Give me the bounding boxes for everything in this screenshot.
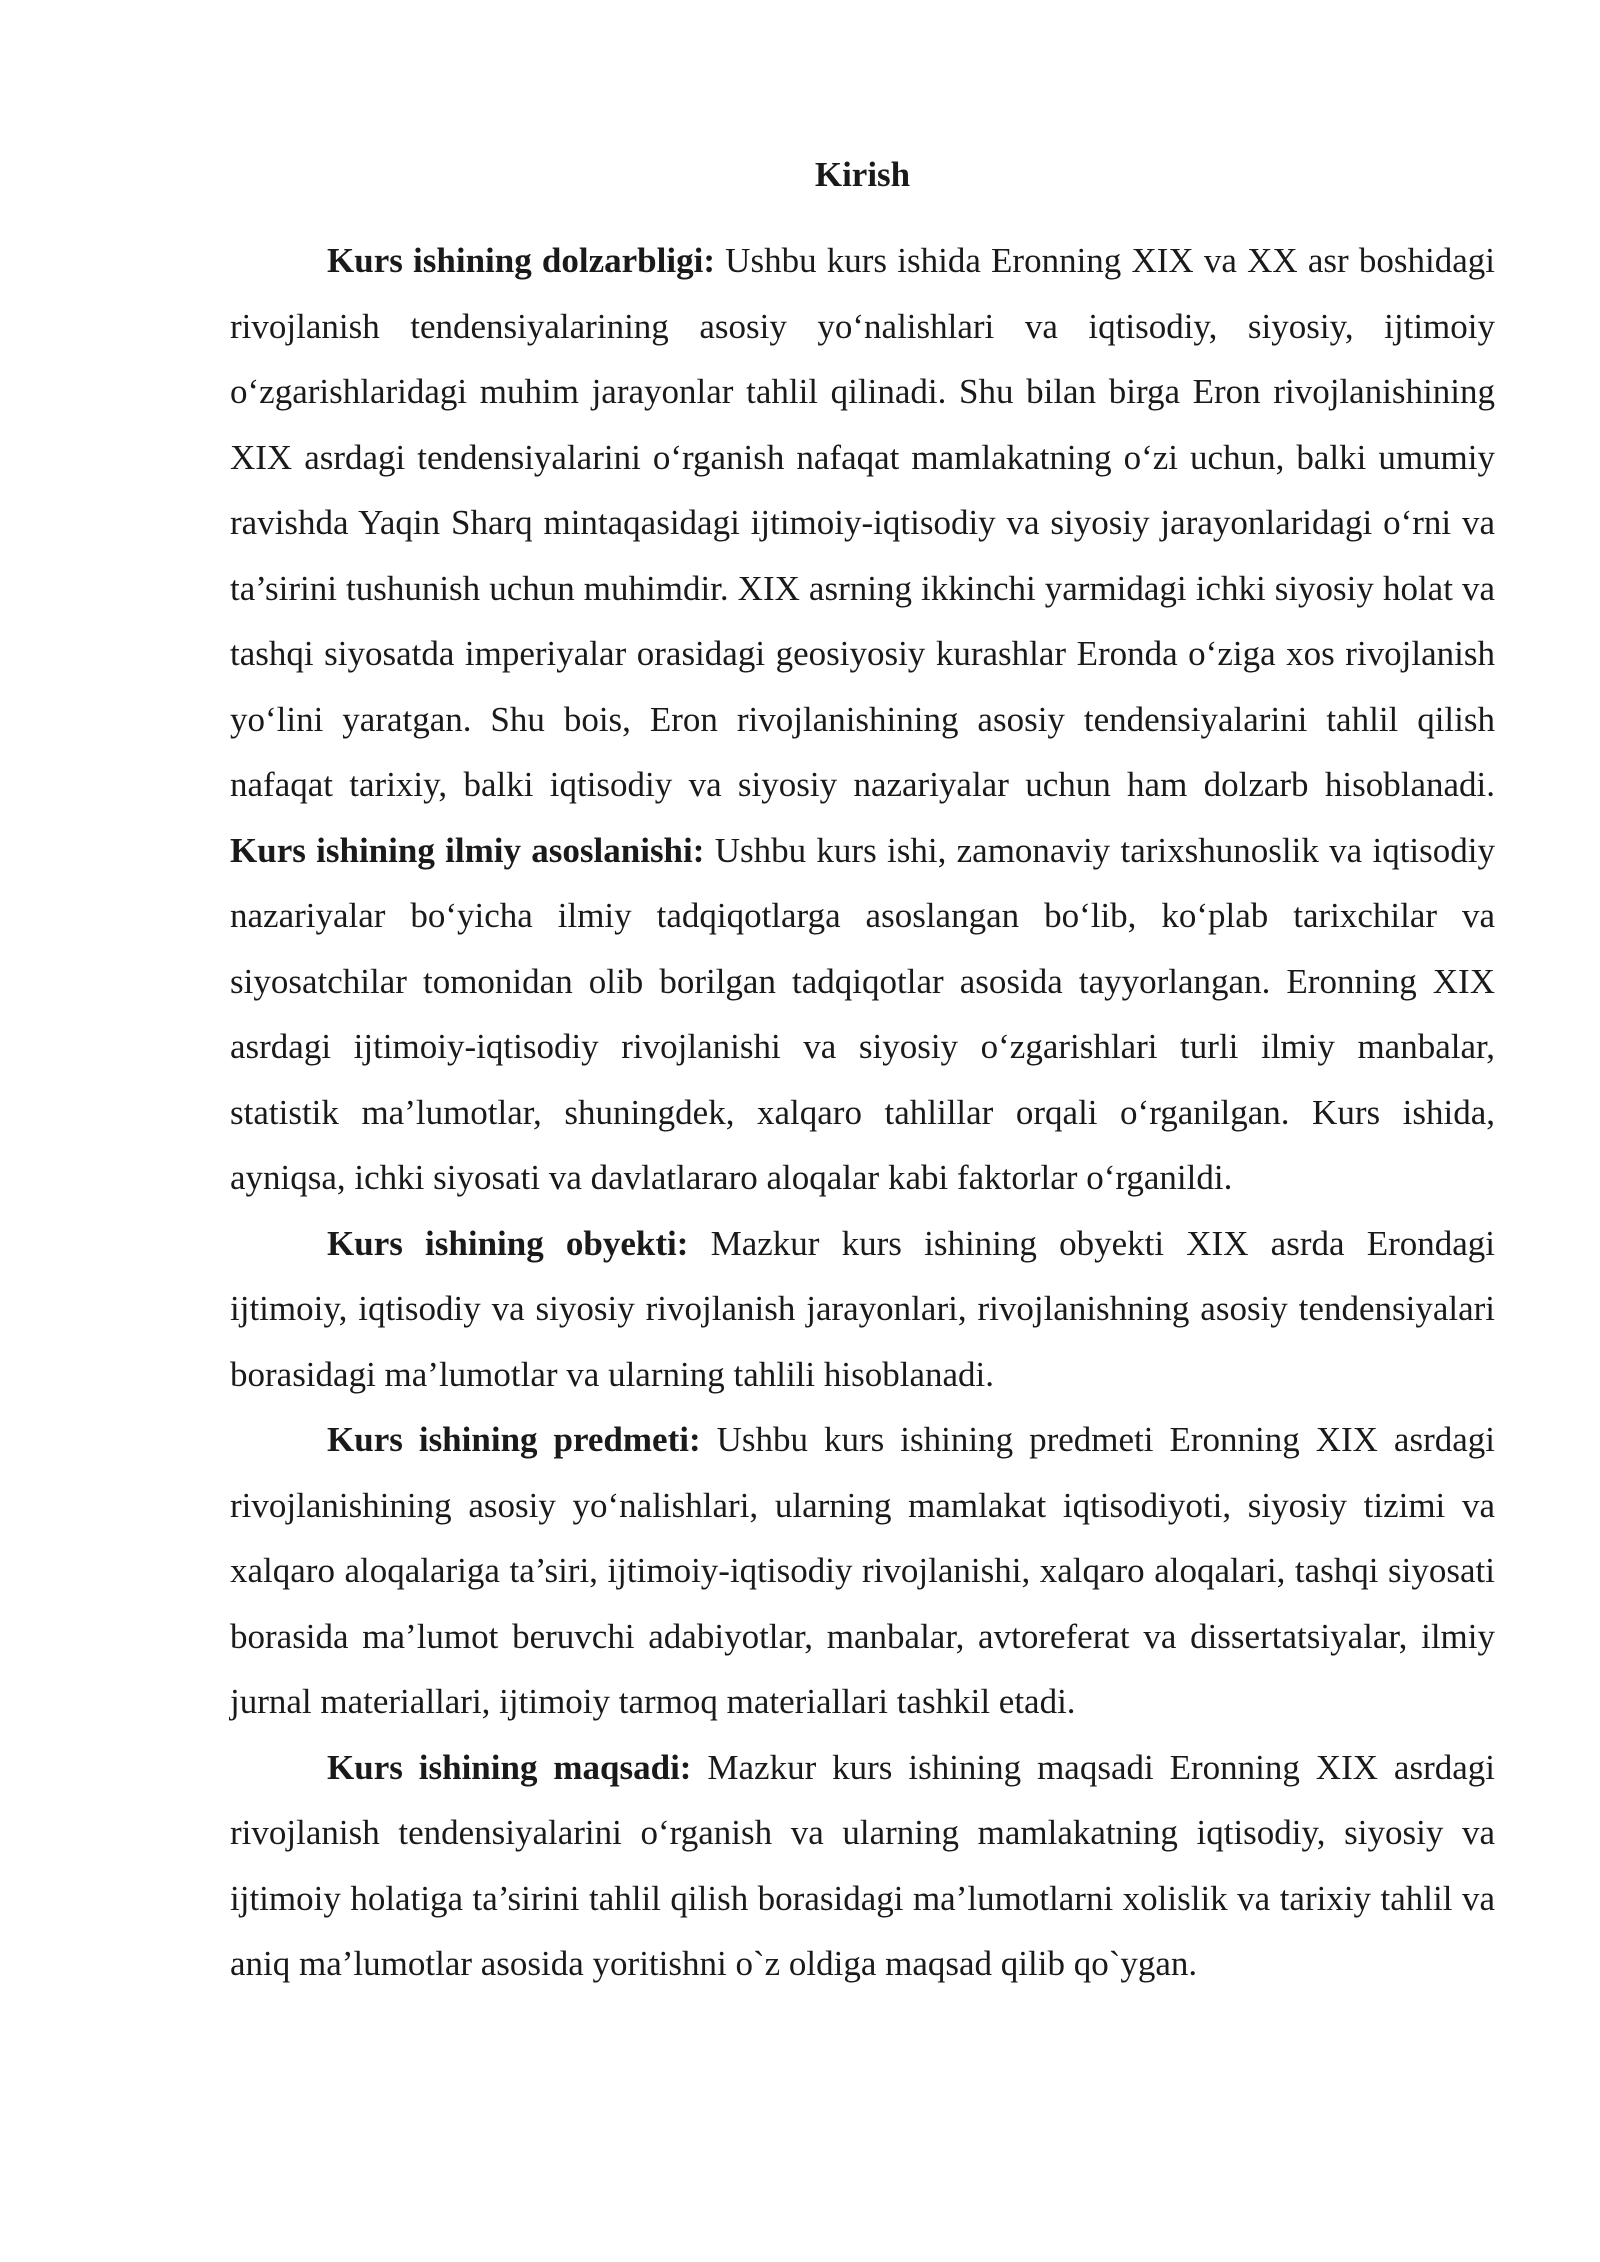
text-ilmiy: Ushbu kurs ishi, zamonaviy tarixshunoslik va iqtisodiy nazariyalar bo‘yicha ilmiy tadqiqotlarga asoslangan bo‘lib, ko‘plab tarixchilar va siyosatchilar tomonidan olib borilgan tadqiqotlar asosida tayyorlangan. Eronning XIX asrdagi ijtimoiy-iqtisodiy rivojlanishi va siyosiy o‘zgarishlari turli ilmiy manbalar, statistik ma’lumotlar, shuningdek, xalqaro tahlillar orqali o‘rganilgan. Kurs ishida, ayniqsa, ichki siyosati va davlatlararo aloqalar kabi faktorlar o‘rganildi. — [230, 830, 1495, 1197]
text-maqsad: Mazkur kurs ishining maqsadi Eronning XIX asrdagi rivojlanish tendensiyalarini o‘rganish va ularning mamlakatning iqtisodiy, siyosiy va ijtimoiy holatiga ta’sirini tahlil qilish borasidagi ma’lumotlarni xolislik va tarixiy tahlil va aniq ma’lumotlar asosida yoritishni o`z oldiga maqsad qilib qo`ygan. — [230, 1747, 1495, 1983]
text-obyekt: Mazkur kurs ishining obyekti XIX asrda Erondagi ijtimoiy, iqtisodiy va siyosiy rivojlanish jarayonlari, rivojlanishning asosiy tendensiyalari borasidagi ma’lumotlar va ularning tahlili hisoblanadi. — [230, 1223, 1495, 1394]
paragraph-maqsad — [230, 1735, 1495, 1997]
heading-maqsad: Kurs ishining maqsadi: — [327, 1747, 692, 1787]
document-page — [230, 140, 1495, 1997]
paragraph-predmet — [230, 1407, 1495, 1735]
paragraph-obyekt — [230, 1211, 1495, 1408]
text-predmet: Ushbu kurs ishining predmeti Eronning XIX asrdagi rivojlanishining asosiy yo‘nalishlari, ularning mamlakat iqtisodiyoti, siyosiy tizimi va xalqaro aloqalariga ta’siri, ijtimoiy-iqtisodiy rivojlanishi, xalqaro aloqalari, tashqi siyosati borasida ma’lumot beruvchi adabiyotlar, manbalar, avtoreferat va dissertatsiyalar, ilmiy jurnal materiallari, ijtimoiy tarmoq materiallari tashkil etadi. — [230, 1420, 1495, 1721]
page-title: Kirish — [814, 155, 911, 194]
text-dolzarblik: Ushbu kurs ishida Eronning XIX va XX asr boshidagi rivojlanish tendensiyalarining asosiy yo‘nalishlari va iqtisodiy, siyosiy, ijtimoiy o‘zgarishlaridagi muhim jarayonlar tahlil qilinadi. Shu bilan birga Eron rivojlanishining XIX asrdagi tendensiyalarini o‘rganish nafaqat mamlakatning o‘zi uchun, balki umumiy ravishda Yaqin Sharq mintaqasidagi ijtimoiy-iqtisodiy va siyosiy jarayonlaridagi o‘rni va ta’sirini tushunish uchun muhimdir. XIX asrning ikkinchi yarmidagi ichki siyosiy holat va tashqi siyosatda imperiyalar orasidagi geosiyosiy kurashlar Eronda o‘ziga xos rivojlanish yo‘lini yaratgan. Shu bois, Eron rivojlanishining asosiy tendensiyalarini tahlil qilish nafaqat tarixiy, balki iqtisodiy va siyosiy nazariyalar uchun ham dolzarb hisoblanadi. — [230, 241, 1495, 804]
heading-obyekt: Kurs ishining obyekti: — [327, 1223, 689, 1263]
heading-ilmiy: Kurs ishining ilmiy asoslanishi: — [230, 830, 705, 870]
heading-predmet: Kurs ishining predmeti: — [327, 1420, 701, 1459]
heading-dolzarblik: Kurs ishining dolzarbligi: — [327, 241, 715, 280]
paragraph-dolzarblik — [230, 228, 1495, 1211]
